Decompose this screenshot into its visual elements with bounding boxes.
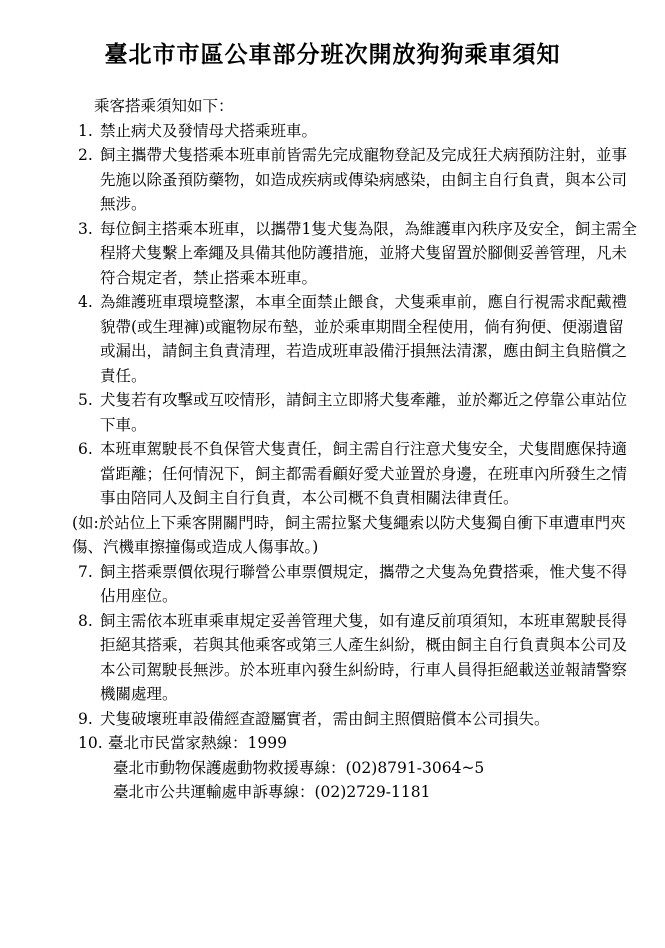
list-item: [78, 560, 638, 609]
item-text: 本班車駕駛長不負保管犬隻責任，飼主需自行注意犬隻安全，犬隻間應保持適當距離；任何情況下，飼主都需看顧好愛犬並置於身邊，在班車內所發生之情事由陪同人及飼主自行負責，本公司概不負責相關法律責任。: [100, 440, 628, 507]
list-item: [78, 388, 638, 437]
item-number: 3.: [78, 219, 93, 238]
item-text: 飼主搭乘票價依現行聯營公車票價規定，攜帶之犬隻為免費搭乘，惟犬隻不得佔用座位。: [100, 562, 628, 605]
item-text: 犬隻破壞班車設備經查證屬實者，需由飼主照價賠償本公司損失。: [100, 709, 550, 728]
notice-body: [72, 94, 638, 805]
item-text: 每位飼主搭乘本班車，以攜帶1隻犬隻為限，為維護車內秩序及安全，飼主需全程將犬隻繫上牽繩及具備其他防護措施，並將犬隻留置於腳側妥善管理，凡未符合規定者，禁止搭乘本班車。: [100, 219, 637, 287]
item-text: 犬隻若有攻擊或互咬情形，請飼主立即將犬隻牽離，並於鄰近之停靠公車站位下車。: [100, 391, 628, 434]
list-item: [78, 143, 638, 217]
list-item: [78, 707, 638, 732]
item-text: 禁止病犬及發情母犬搭乘班車。: [100, 121, 318, 140]
item-number: 2.: [78, 146, 93, 164]
page-title: 臺北市市區公車部分班次開放狗狗乘車須知: [104, 42, 561, 68]
item-number: 5.: [78, 391, 93, 409]
item-text: 為維護班車環境整潔，本車全面禁止餵食，犬隻乘車前，應自行視需求配戴禮貌帶(或生理褲)或寵物尿布墊，並於乘車期間全程使用，倘有狗便、便溺遺留或漏出，請飼主負責清理，若造成班車設備汙損無法清潔，應由飼主負賠償之責任。: [100, 293, 628, 385]
list-item: [78, 119, 638, 144]
item-number: 10.: [78, 734, 103, 752]
list-item: [78, 217, 638, 291]
list-item: [78, 731, 638, 756]
hotline-citizen: 臺北市民當家熱線：1999: [108, 734, 287, 752]
hotline-transport-complaint: 臺北市公共運輸處申訴專線：(02)2729-1181: [113, 783, 431, 801]
item-number: 8.: [78, 611, 93, 630]
item-text: 飼主攜帶犬隻搭乘本班車前皆需先完成寵物登記及完成狂犬病預防注射，並事先施以除蚤預防藥物，如造成疾病或傳染病感染，由飼主自行負責，與本公司無涉。: [100, 146, 628, 213]
item-number: 4.: [78, 293, 93, 311]
item-number: 1.: [78, 121, 93, 140]
item-number: 7.: [78, 562, 93, 581]
list-item: [78, 609, 638, 707]
item-number: 9.: [78, 709, 93, 728]
list-item: [78, 437, 638, 511]
item-number: 6.: [78, 440, 93, 458]
safety-note: (如:於站位上下乘客開關門時，飼主需拉緊犬隻繩索以防犬隻獨自衝下車遭車門夾傷、汽機車擦撞傷或造成人傷事故。): [72, 513, 626, 556]
hotline-animal-rescue: 臺北市動物保護處動物救援專線：(02)8791-3064~5: [113, 758, 485, 777]
list-item: [78, 290, 638, 388]
item-text: 飼主需依本班車乘車規定妥善管理犬隻，如有違反前項須知，本班車駕駛長得拒絕其搭乘，若與其他乘客或第三人產生糾紛，概由飼主自行負責與本公司及本公司駕駛長無涉。於本班車內發生糾紛時，行車人員得拒絕載送並報請警察機關處理。: [100, 611, 628, 703]
intro-text: 乘客搭乘須知如下：: [94, 97, 234, 115]
